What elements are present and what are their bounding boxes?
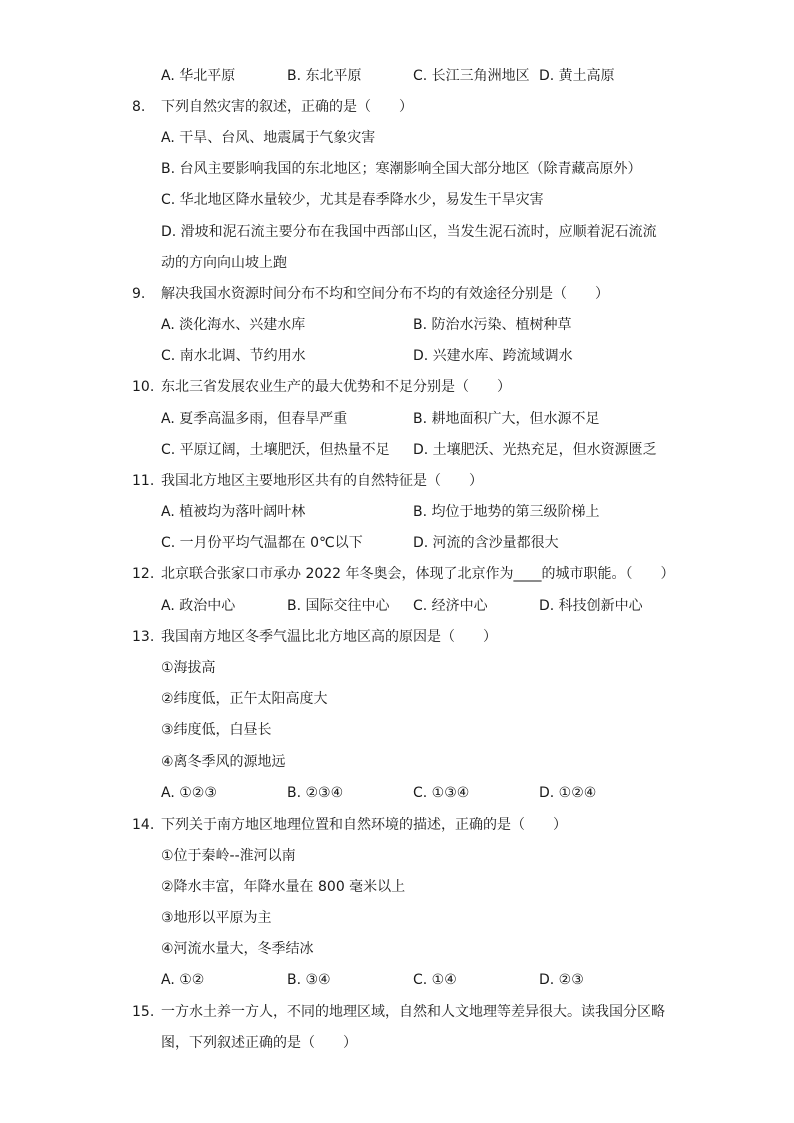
q8-stem-row — [0, 97, 794, 117]
q14-option-a: A. ①② — [161, 972, 205, 988]
q9-stem: 解决我国水资源时间分布不均和空间分布不均的有效途径分别是（ ） — [161, 286, 609, 302]
q13-stem-row — [0, 627, 794, 647]
q12-option-a: A. 政治中心 — [161, 598, 236, 614]
q14-number: 14. — [132, 817, 155, 833]
q13-option-d: D. ①②④ — [539, 785, 597, 801]
q9-option-c: C. 南水北调、节约用水 — [161, 348, 306, 364]
q12-stem-row — [0, 564, 794, 584]
q14-option-b: B. ③④ — [287, 972, 331, 988]
q11-option-d: D. 河流的含沙量都很大 — [413, 535, 559, 551]
q13-option-b: B. ②③④ — [287, 785, 344, 801]
q14-item-1: ①位于秦岭--淮河以南 — [161, 848, 296, 864]
q15-number: 15. — [132, 1004, 155, 1020]
q7-option-b: B. 东北平原 — [287, 68, 362, 84]
q8-option-a: A. 干旱、台风、地震属于气象灾害 — [161, 130, 376, 146]
q11-stem: 我国北方地区主要地形区共有的自然特征是（ ） — [161, 473, 483, 489]
q12-option-d: D. 科技创新中心 — [539, 598, 643, 614]
q14-item-2: ②降水丰富，年降水量在 800 毫米以上 — [161, 879, 406, 895]
q10-option-b: B. 耕地面积广大，但水源不足 — [413, 411, 600, 427]
q13-options-row — [0, 783, 794, 803]
q13-item-3: ③纬度低，白昼长 — [161, 722, 272, 738]
q9-options-row-2 — [0, 346, 794, 366]
q10-stem-row — [0, 377, 794, 397]
q10-option-c: C. 平原辽阔，土壤肥沃，但热量不足 — [161, 442, 390, 458]
q9-stem-row — [0, 284, 794, 304]
q13-item-2: ②纬度低，正午太阳高度大 — [161, 691, 328, 707]
q7-option-c: C. 长江三角洲地区 — [413, 68, 530, 84]
q12-option-b: B. 国际交往中心 — [287, 598, 390, 614]
q13-option-c: C. ①③④ — [413, 785, 470, 801]
q11-number: 11. — [132, 473, 155, 489]
q14-item-3: ③地形以平原为主 — [161, 910, 272, 926]
q8-number: 8. — [132, 99, 146, 115]
q9-options-row-1 — [0, 315, 794, 335]
q7-options-row — [0, 66, 794, 86]
q9-number: 9. — [132, 286, 146, 302]
q10-options-row-1 — [0, 409, 794, 429]
q7-option-d: D. 黄土高原 — [539, 68, 615, 84]
q11-options-row-1 — [0, 502, 794, 522]
q12-options-row — [0, 596, 794, 616]
q15-stem-row — [0, 1002, 794, 1022]
q13-item-4: ④离冬季风的源地远 — [161, 754, 286, 770]
q8-option-b: B. 台风主要影响我国的东北地区；寒潮影响全国大部分地区（除青藏高原外） — [161, 161, 642, 177]
q9-option-a: A. 淡化海水、兴建水库 — [161, 317, 306, 333]
q10-number: 10. — [132, 379, 155, 395]
q11-option-c: C. 一月份平均气温都在 0℃以下 — [161, 535, 363, 551]
q12-number: 12. — [132, 566, 155, 582]
q13-option-a: A. ①②③ — [161, 785, 217, 801]
q9-option-d: D. 兴建水库、跨流域调水 — [413, 348, 573, 364]
q11-option-b: B. 均位于地势的第三级阶梯上 — [413, 504, 600, 520]
q9-option-b: B. 防治水污染、植树种草 — [413, 317, 572, 333]
q8-stem: 下列自然灾害的叙述，正确的是（ ） — [161, 99, 413, 115]
q13-stem: 我国南方地区冬季气温比北方地区高的原因是（ ） — [161, 629, 497, 645]
q14-option-c: C. ①④ — [413, 972, 457, 988]
q13-number: 13. — [132, 629, 155, 645]
q14-options-row — [0, 970, 794, 990]
q7-option-a: A. 华北平原 — [161, 68, 236, 84]
q12-stem: 北京联合张家口市承办 2022 年冬奥会，体现了北京作为____的城市职能。（ ） — [161, 566, 675, 582]
q14-stem-row — [0, 815, 794, 835]
q14-stem: 下列关于南方地区地理位置和自然环境的描述，正确的是（ ） — [161, 817, 567, 833]
q15-stem-line-2: 图，下列叙述正确的是（ ） — [161, 1035, 357, 1051]
q11-options-row-2 — [0, 533, 794, 553]
q14-item-4: ④河流水量大，冬季结冰 — [161, 941, 314, 957]
q8-option-d-continued: 动的方向向山坡上跑 — [161, 255, 287, 271]
q13-item-1: ①海拔高 — [161, 660, 216, 676]
q15-stem-line-1: 一方水土养一方人，不同的地理区域，自然和人文地理等差异很大。读我国分区略 — [161, 1004, 665, 1020]
q10-option-a: A. 夏季高温多雨，但春旱严重 — [161, 411, 348, 427]
q8-option-d: D. 滑坡和泥石流主要分布在我国中西部山区，当发生泥石流时，应顺着泥石流流 — [161, 224, 657, 240]
q10-option-d: D. 土壤肥沃、光热充足，但水资源匮乏 — [413, 442, 657, 458]
q14-option-d: D. ②③ — [539, 972, 584, 988]
q11-option-a: A. 植被均为落叶阔叶林 — [161, 504, 306, 520]
q10-stem: 东北三省发展农业生产的最大优势和不足分别是（ ） — [161, 379, 511, 395]
q12-option-c: C. 经济中心 — [413, 598, 488, 614]
q10-options-row-2 — [0, 440, 794, 460]
q8-option-c: C. 华北地区降水量较少，尤其是春季降水少，易发生干旱灾害 — [161, 192, 544, 208]
q11-stem-row — [0, 471, 794, 491]
